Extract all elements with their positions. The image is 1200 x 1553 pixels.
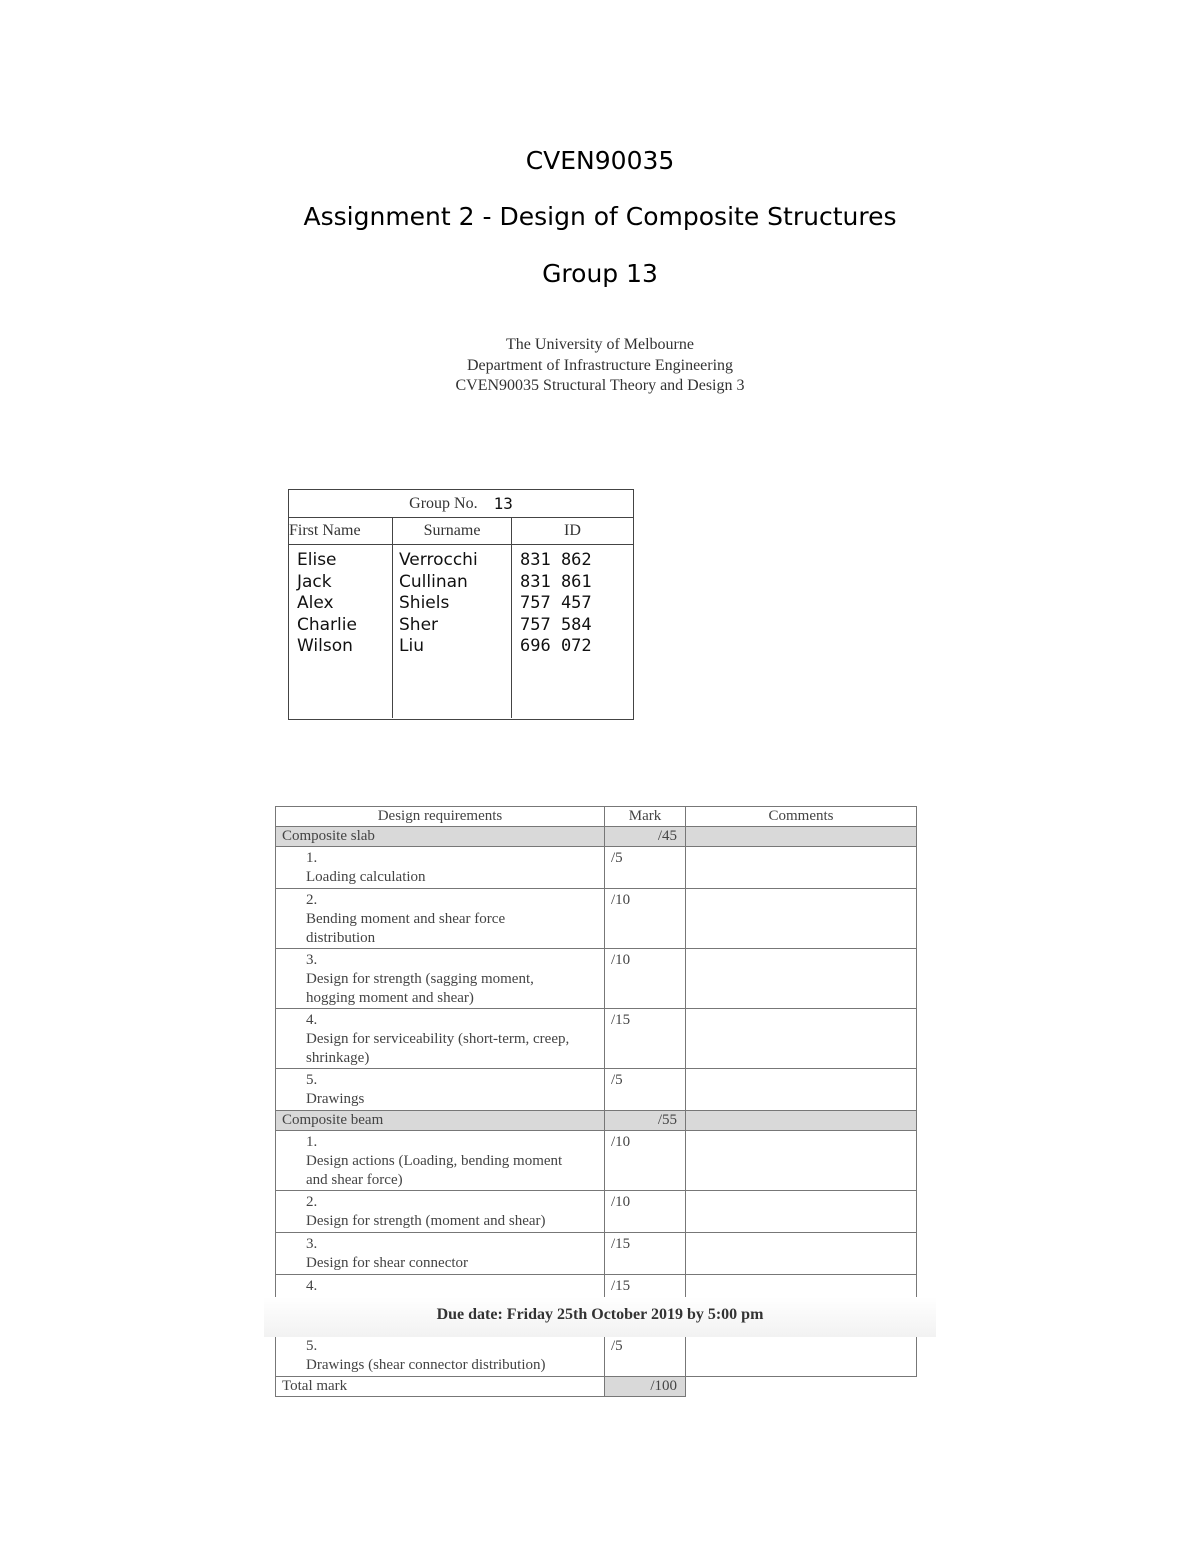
- group-table-header: [289, 518, 633, 545]
- comment-cell: [686, 1233, 917, 1275]
- group-members-table: [288, 489, 634, 720]
- section-mark: /55: [605, 1111, 686, 1131]
- first-names-cell: [289, 545, 393, 718]
- column-comments: Comments: [686, 807, 917, 827]
- item-text: Drawings (shear connector distribution): [306, 1357, 546, 1373]
- comment-cell: [686, 1009, 917, 1069]
- member-first-name: Wilson: [297, 636, 353, 656]
- section-row-composite-beam: [276, 1111, 917, 1131]
- item-text: Bending moment and shear force distribution: [306, 911, 506, 946]
- item-mark: /5: [605, 1335, 686, 1377]
- member-first-name: Elise: [297, 550, 337, 570]
- university-name: The University of Melbourne: [506, 336, 694, 353]
- item-number: 1.: [306, 850, 318, 866]
- table-row: [276, 1131, 917, 1191]
- requirement-description: [276, 1069, 605, 1111]
- total-mark: /100: [605, 1377, 686, 1397]
- table-row: [276, 1191, 917, 1233]
- group-number-label: Group No.: [409, 494, 478, 512]
- comment-cell: [686, 1335, 917, 1377]
- member-first-name: Alex: [297, 593, 334, 613]
- section-title: Composite beam: [276, 1111, 605, 1131]
- item-mark: /10: [605, 1191, 686, 1233]
- ids-cell: [512, 545, 633, 718]
- comment-cell: [686, 847, 917, 889]
- item-number: 2.: [306, 892, 318, 908]
- comment-cell: [686, 827, 917, 847]
- item-text: Loading calculation: [306, 869, 426, 885]
- table-row: [276, 1009, 917, 1069]
- section-title: Composite slab: [276, 827, 605, 847]
- comment-cell: [686, 1111, 917, 1131]
- requirement-description: [276, 889, 605, 949]
- item-number: 1.: [306, 1134, 318, 1150]
- member-id: 757 457: [520, 593, 592, 613]
- item-mark: /10: [605, 1131, 686, 1191]
- requirement-description: [276, 1009, 605, 1069]
- member-surname: Shiels: [399, 593, 450, 613]
- item-text: Design actions (Loading, bending moment and shear force): [306, 1153, 563, 1188]
- group-label: Group 13: [542, 259, 658, 288]
- total-blank-cell: [686, 1377, 917, 1397]
- subject-name: CVEN90035 Structural Theory and Design 3: [455, 377, 745, 394]
- item-mark: /15: [605, 1009, 686, 1069]
- table-row: [276, 847, 917, 889]
- table-row: [276, 1335, 917, 1377]
- item-number: 5.: [306, 1072, 318, 1088]
- surnames-cell: [393, 545, 512, 718]
- due-date: Due date: Friday 25th October 2019 by 5:00 pm: [436, 1306, 764, 1323]
- item-text: Drawings: [306, 1091, 365, 1107]
- requirements-header-row: [276, 807, 917, 827]
- item-text: Design for shear connector: [306, 1255, 469, 1271]
- member-id: 696 072: [520, 636, 592, 656]
- item-text: Design for strength (moment and shear): [306, 1213, 546, 1229]
- member-id: 831 862: [520, 550, 592, 570]
- column-surname: Surname: [393, 518, 512, 544]
- assignment-title: Assignment 2 - Design of Composite Structures: [303, 202, 897, 231]
- department-name: Department of Infrastructure Engineering: [466, 356, 734, 374]
- column-design-requirements: Design requirements: [276, 807, 605, 827]
- item-mark: /10: [605, 949, 686, 1009]
- requirement-description: [276, 1131, 605, 1191]
- requirement-description: [276, 1233, 605, 1275]
- item-number: 4.: [306, 1278, 318, 1294]
- group-table-body: [289, 545, 633, 718]
- item-text: Design for strength (sagging moment, hogging moment and shear): [306, 971, 534, 1006]
- requirement-description: [276, 1335, 605, 1377]
- column-first-name: First Name: [289, 518, 393, 544]
- requirement-description: [276, 1191, 605, 1233]
- member-surname: Sher: [399, 614, 439, 635]
- group-number-value: 13: [493, 494, 513, 513]
- comment-cell: [686, 1069, 917, 1111]
- comment-cell: [686, 889, 917, 949]
- member-surname: Verrocchi: [399, 550, 478, 570]
- university-block: [0, 335, 1200, 397]
- course-code: CVEN90035: [525, 146, 675, 175]
- member-surname: Cullinan: [399, 571, 468, 592]
- section-row-composite-slab: [276, 827, 917, 847]
- requirement-description: [276, 949, 605, 1009]
- column-id: ID: [564, 522, 581, 539]
- comment-cell: [686, 1191, 917, 1233]
- member-id: 757 584: [520, 614, 592, 635]
- group-number-row: [289, 490, 633, 518]
- item-number: 4.: [306, 1012, 318, 1028]
- item-number: 3.: [306, 952, 318, 968]
- member-first-name: Charlie: [297, 614, 357, 635]
- total-row: [276, 1377, 917, 1397]
- total-label: Total mark: [276, 1377, 605, 1397]
- table-row: [276, 1233, 917, 1275]
- item-mark: /15: [605, 1233, 686, 1275]
- item-mark: /10: [605, 889, 686, 949]
- table-row: [276, 889, 917, 949]
- table-row: [276, 1069, 917, 1111]
- item-mark: /5: [605, 1069, 686, 1111]
- member-id: 831 861: [520, 571, 592, 592]
- member-surname: Liu: [399, 636, 424, 656]
- item-number: 5.: [306, 1338, 318, 1354]
- comment-cell: [686, 1131, 917, 1191]
- item-mark: /5: [605, 847, 686, 889]
- item-number: 2.: [306, 1194, 318, 1210]
- item-text: Design for serviceability (short-term, creep, shrinkage): [306, 1031, 570, 1066]
- table-row: [276, 949, 917, 1009]
- section-mark: /45: [605, 827, 686, 847]
- item-mark: /15: [605, 1275, 686, 1335]
- column-mark: Mark: [605, 807, 686, 827]
- member-first-name: Jack: [297, 571, 332, 592]
- comment-cell: [686, 949, 917, 1009]
- item-number: 3.: [306, 1236, 318, 1252]
- requirement-description: [276, 847, 605, 889]
